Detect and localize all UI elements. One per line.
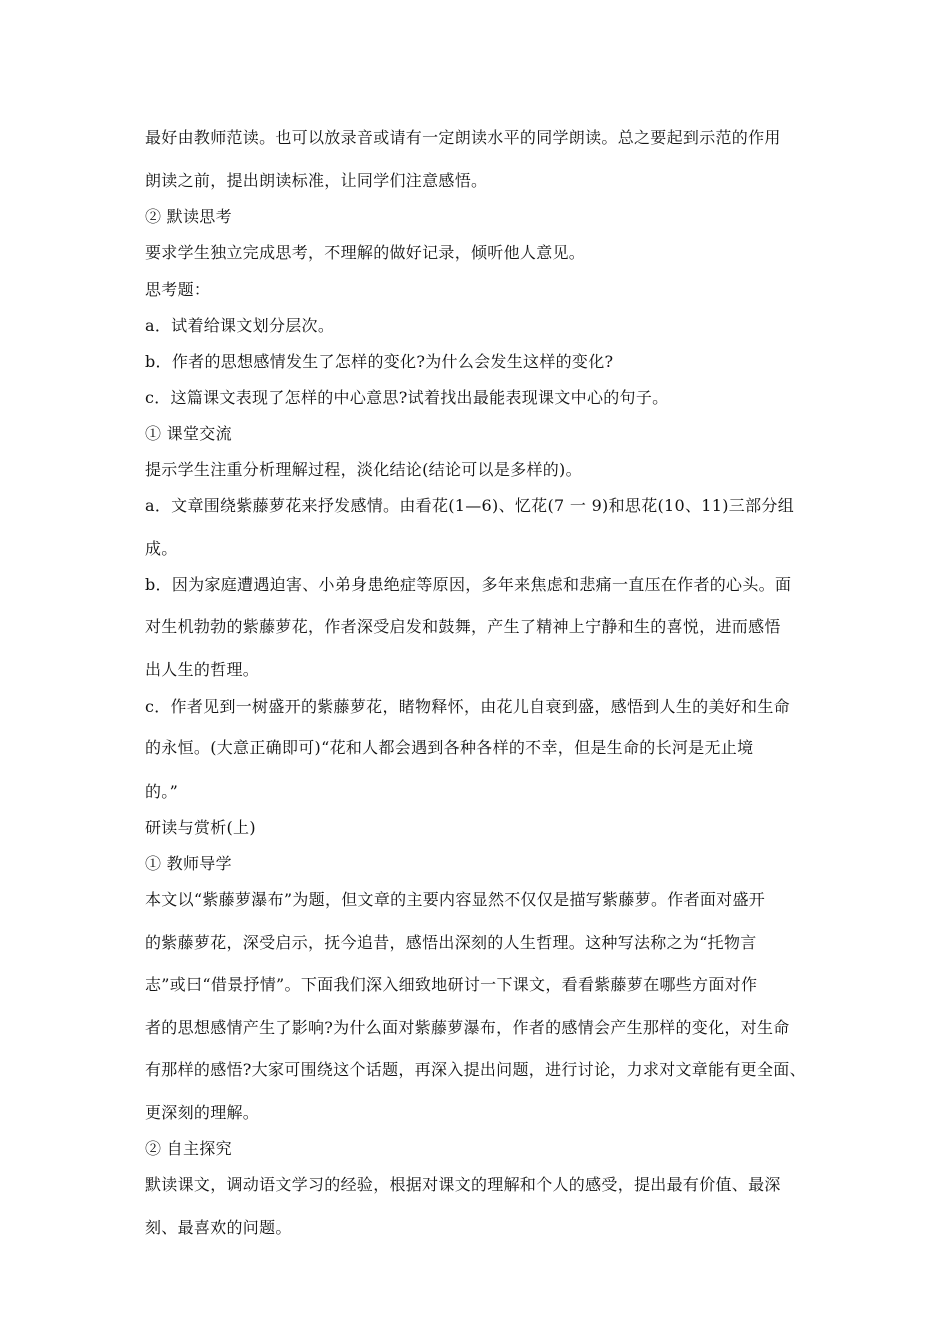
text-line: 本文以“紫藤萝瀑布”为题，但文章的主要内容显然不仅仅是描写紫藤萝。作者面对盛开 — [145, 890, 766, 909]
text-line: 思考题： — [145, 280, 211, 299]
text-line: 的永恒。(大意正确即可)“花和人都会遇到各种各样的不幸，但是生命的长河是无止境 — [145, 738, 754, 757]
text-line: ② 自主探究 — [145, 1139, 232, 1158]
text-line: 最好由教师范读。也可以放录音或请有一定朗读水平的同学朗读。总之要起到示范的作用 — [145, 128, 781, 147]
text-line: ① 课堂交流 — [145, 424, 232, 443]
text-line: 朗读之前，提出朗读标准，让同学们注意感悟。 — [145, 171, 488, 190]
text-line: a．文章围绕紫藤萝花来抒发感情。由看花(1—6)、忆花(7 一 9)和思花(10、11)三部分组 — [145, 496, 795, 515]
text-line: ① 教师导学 — [145, 854, 232, 873]
text-line: 有那样的感悟?大家可围绕这个话题，再深入提出问题，进行讨论，力求对文章能有更全面、 — [145, 1060, 806, 1079]
text-line: 默读课文，调动语文学习的经验，根据对课文的理解和个人的感受，提出最有价值、最深 — [145, 1175, 781, 1194]
text-line: 成。 — [145, 539, 178, 558]
text-line: 者的思想感情产生了影响?为什么面对紫藤萝瀑布，作者的感情会产生那样的变化，对生命 — [145, 1018, 790, 1037]
text-line: a．试着给课文划分层次。 — [145, 316, 335, 335]
text-line: 出人生的哲理。 — [145, 660, 260, 679]
text-line: 更深刻的理解。 — [145, 1103, 260, 1122]
text-line: 的。” — [145, 782, 179, 801]
text-line: ② 默读思考 — [145, 207, 232, 226]
text-line: 志”或曰“借景抒情”。下面我们深入细致地研讨一下课文，看看紫藤萝在哪些方面对作 — [145, 975, 758, 994]
text-line: 研读与赏析(上) — [145, 818, 256, 837]
text-line: b．因为家庭遭遇迫害、小弟身患绝症等原因，多年来焦虑和悲痛一直压在作者的心头。面 — [145, 575, 792, 594]
text-line: b．作者的思想感情发生了怎样的变化?为什么会发生这样的变化? — [145, 352, 614, 371]
text-line: 要求学生独立完成思考，不理解的做好记录，倾听他人意见。 — [145, 243, 586, 262]
text-line: 对生机勃勃的紫藤萝花，作者深受启发和鼓舞，产生了精神上宁静和生的喜悦，进而感悟 — [145, 617, 781, 636]
text-line: c．这篇课文表现了怎样的中心意思?试着找出最能表现课文中心的句子。 — [145, 388, 669, 407]
text-line: 的紫藤萝花，深受启示，抚今追昔，感悟出深刻的人生哲理。这种写法称之为“托物言 — [145, 933, 757, 952]
text-line: c．作者见到一树盛开的紫藤萝花，睹物释怀，由花儿自衰到盛，感悟到人生的美好和生命 — [145, 697, 790, 716]
text-line: 刻、最喜欢的问题。 — [145, 1218, 292, 1237]
text-line: 提示学生注重分析理解过程，淡化结论(结论可以是多样的)。 — [145, 460, 582, 479]
